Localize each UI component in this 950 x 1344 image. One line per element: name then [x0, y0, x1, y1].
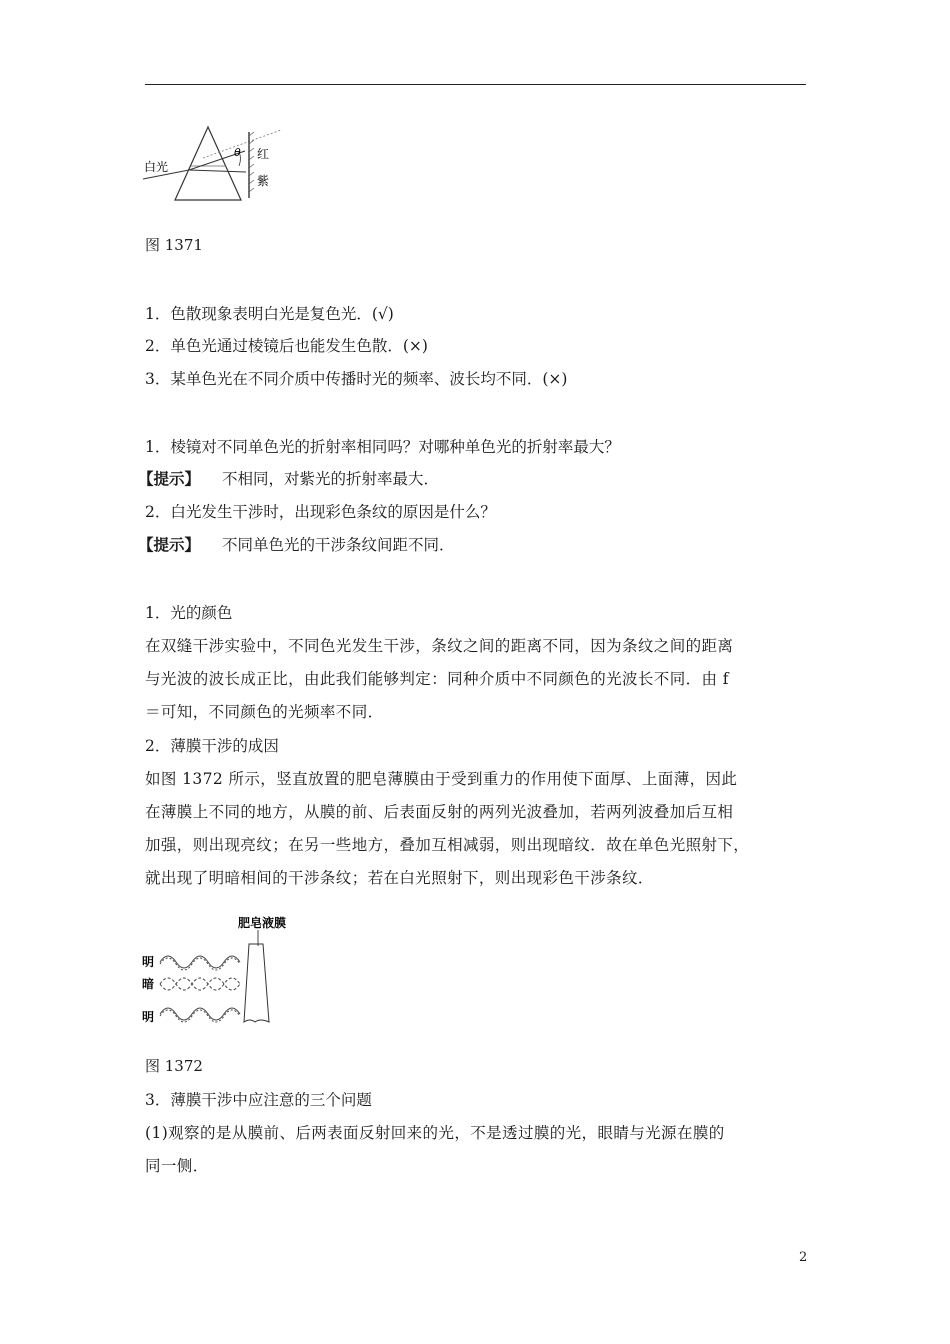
section1-heading: 1．光的颜色: [145, 604, 233, 622]
section2-line: 在薄膜上不同的地方，从膜的前、后表面反射的两列光波叠加，若两列波叠加后互相: [145, 803, 734, 821]
section2-heading: 2．薄膜干涉的成因: [145, 737, 279, 755]
label-red: 红: [257, 147, 270, 161]
wave-dark: [160, 978, 240, 990]
checklist-item: 1．色散现象表明白光是复色光．(√): [145, 305, 394, 323]
hint-tag: 【提示】: [138, 469, 201, 488]
figure2-caption: 图 1372: [145, 1057, 203, 1075]
label-dark: 暗: [142, 977, 155, 991]
label-bright-bottom: 明: [142, 1010, 155, 1024]
section3-line: 同一侧．: [145, 1157, 209, 1175]
section2-line: 如图 1372 所示，竖直放置的肥皂薄膜由于受到重力的作用使下面厚、上面薄，因此: [145, 770, 738, 788]
checklist-item: 2．单色光通过棱镜后也能发生色散．(×): [145, 337, 428, 355]
soap-film: [244, 944, 269, 1022]
answer-1-text: 不相同，对紫光的折射率最大．: [222, 470, 440, 488]
section3-heading: 3．薄膜干涉中应注意的三个问题: [145, 1091, 372, 1109]
page-number: 2: [799, 1250, 808, 1265]
wave-bright-bottom: [160, 1008, 240, 1022]
question-2: 2．白光发生干涉时，出现彩色条纹的原因是什么？: [145, 503, 496, 521]
question-1: 1．棱镜对不同单色光的折射率相同吗？对哪种单色光的折射率最大？: [145, 438, 620, 456]
label-soap-film: 肥皂液膜: [238, 916, 287, 930]
section1-line: 与光波的波长成正比，由此我们能够判定：同种介质中不同颜色的光波长不同．由 f: [145, 670, 729, 688]
section1-line: ＝可知，不同颜色的光频率不同．: [145, 703, 384, 721]
figure1-caption: 图 1371: [145, 236, 203, 254]
soap-film-figure: [140, 912, 287, 1030]
answer-2-text: 不同单色光的干涉条纹间距不同．: [222, 536, 455, 554]
hint-tag: 【提示】: [138, 535, 201, 554]
section1-line: 在双缝干涉实验中，不同色光发生干涉，条纹之间的距离不同，因为条纹之间的距离: [145, 637, 734, 655]
section3-line: (1)观察的是从膜前、后两表面反射回来的光，不是透过膜的光，眼睛与光源在膜的: [145, 1124, 725, 1142]
section2-line: 就出现了明暗相间的干涉条纹；若在白光照射下，则出现彩色干涉条纹．: [145, 869, 654, 887]
refracted-ray-violet: [189, 170, 246, 172]
label-violet: 紫: [257, 174, 270, 188]
prism-dispersion-figure: [143, 122, 285, 204]
answer-1: [138, 469, 439, 489]
checklist-item: 3．某单色光在不同介质中传播时光的频率、波长均不同．(×): [145, 370, 568, 388]
label-theta: θ: [234, 146, 241, 159]
label-white-light: 白光: [144, 160, 169, 174]
header-rule: [145, 84, 806, 85]
section2-line: 加强，则出现亮纹；在另一些地方，叠加互相减弱，则出现暗纹．故在单色光照射下，: [145, 836, 750, 854]
reference-dashed-line: [203, 130, 281, 158]
answer-2: [138, 535, 455, 555]
label-bright-top: 明: [142, 955, 155, 969]
wave-bright-top: [160, 956, 240, 970]
